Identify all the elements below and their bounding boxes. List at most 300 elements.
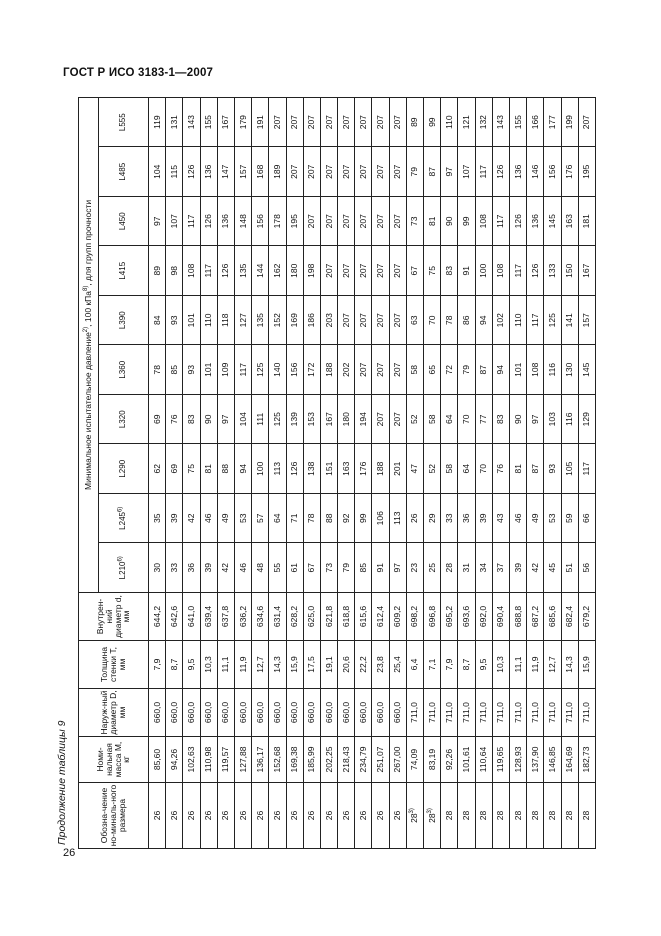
cell-mass: 267,00 (389, 737, 406, 783)
cell-pressure: 90 (509, 395, 526, 445)
cell-pressure: 90 (200, 395, 217, 445)
cell-pressure: 93 (544, 444, 561, 494)
cell-designation (320, 783, 337, 849)
cell-mass: 146,85 (544, 737, 561, 783)
cell-pressure: 64 (441, 395, 458, 445)
cell-pressure: 107 (458, 147, 475, 197)
table-row (389, 97, 406, 848)
cell-pressure: 129 (578, 395, 595, 445)
cell-pressure: 177 (544, 97, 561, 147)
cell-mass: 218,43 (338, 737, 355, 783)
cell-designation (183, 783, 200, 849)
cell-pressure: 64 (458, 444, 475, 494)
grade-header (99, 147, 149, 197)
cell-pressure: 94 (492, 345, 509, 395)
cell-pressure: 39 (200, 543, 217, 593)
cell-pressure: 155 (509, 97, 526, 147)
designation-footnote: 3) (409, 808, 416, 814)
cell-pressure: 78 (149, 345, 166, 395)
table-row (509, 97, 526, 848)
cell-designation (441, 783, 458, 849)
cell-pressure: 53 (544, 494, 561, 544)
cell-pressure: 130 (561, 345, 578, 395)
cell-pressure: 167 (578, 246, 595, 296)
cell-pressure: 207 (355, 97, 372, 147)
col-inner-diameter-header: Внутрен-ний диаметр d, мм (79, 593, 149, 641)
cell-outer-diameter: 660,0 (286, 689, 303, 737)
cell-pressure: 33 (166, 543, 183, 593)
cell-inner-diameter: 621,8 (320, 593, 337, 641)
cell-wall-thickness: 10,3 (200, 641, 217, 689)
cell-pressure: 207 (320, 97, 337, 147)
cell-pressure: 46 (200, 494, 217, 544)
cell-pressure: 110 (509, 296, 526, 346)
cell-designation (527, 783, 544, 849)
cell-pressure: 126 (492, 147, 509, 197)
grade-header (99, 395, 149, 445)
cell-pressure: 116 (544, 345, 561, 395)
cell-outer-diameter: 660,0 (217, 689, 234, 737)
cell-pressure: 81 (200, 444, 217, 494)
cell-pressure: 93 (166, 296, 183, 346)
cell-inner-diameter: 634,6 (252, 593, 269, 641)
cell-pressure: 81 (509, 444, 526, 494)
designation-value: 26 (186, 810, 196, 821)
cell-mass: 85,60 (149, 737, 166, 783)
designation-value: 28 (409, 813, 420, 823)
cell-pressure: 166 (527, 97, 544, 147)
designation-value: 26 (151, 810, 162, 821)
cell-pressure: 207 (303, 197, 320, 247)
cell-pressure: 207 (355, 246, 372, 296)
designation-value: 28 (461, 810, 471, 821)
cell-designation (406, 783, 423, 849)
cell-pressure: 83 (441, 246, 458, 296)
cell-pressure: 126 (286, 444, 303, 494)
cell-pressure: 139 (286, 395, 303, 445)
cell-pressure: 144 (252, 246, 269, 296)
cell-pressure: 100 (252, 444, 269, 494)
cell-pressure: 62 (149, 444, 166, 494)
cell-pressure: 75 (183, 444, 200, 494)
cell-pressure: 157 (578, 296, 595, 346)
cell-wall-thickness: 14,3 (561, 641, 578, 689)
cell-inner-diameter: 644,2 (149, 593, 166, 641)
table-head (79, 97, 149, 848)
cell-inner-diameter: 628,2 (286, 593, 303, 641)
cell-pressure: 28 (441, 543, 458, 593)
cell-pressure: 97 (149, 197, 166, 247)
cell-pressure: 66 (578, 494, 595, 544)
cell-pressure: 207 (372, 246, 389, 296)
cell-pressure: 98 (166, 246, 183, 296)
pressure-group-tail: , для групп прочности (83, 199, 94, 286)
cell-pressure: 110 (441, 97, 458, 147)
pressure-units-footnote: 8) (83, 285, 90, 292)
cell-pressure: 85 (355, 543, 372, 593)
cell-pressure: 180 (338, 395, 355, 445)
cell-wall-thickness: 20,6 (338, 641, 355, 689)
cell-designation (424, 783, 441, 849)
cell-designation (544, 783, 561, 849)
cell-outer-diameter: 711,0 (406, 689, 423, 737)
cell-pressure: 207 (320, 246, 337, 296)
cell-inner-diameter: 639,4 (200, 593, 217, 641)
cell-pressure: 58 (406, 345, 423, 395)
cell-outer-diameter: 711,0 (424, 689, 441, 737)
cell-pressure: 207 (338, 197, 355, 247)
cell-outer-diameter: 660,0 (372, 689, 389, 737)
table-body (149, 97, 596, 848)
cell-pressure: 168 (252, 147, 269, 197)
cell-outer-diameter: 660,0 (234, 689, 251, 737)
designation-value: 26 (271, 810, 282, 821)
cell-designation (492, 783, 509, 849)
pressure-table (78, 97, 596, 849)
cell-pressure: 207 (286, 147, 303, 197)
cell-outer-diameter: 711,0 (527, 689, 544, 737)
cell-outer-diameter: 711,0 (475, 689, 492, 737)
cell-pressure: 93 (183, 345, 200, 395)
cell-designation (578, 783, 595, 849)
cell-pressure: 79 (406, 147, 423, 197)
designation-value: 26 (306, 810, 317, 821)
cell-pressure: 45 (544, 543, 561, 593)
cell-wall-thickness: 11,9 (234, 641, 251, 689)
col-designation-header: Обозна-чение но-миналь-ного размера (79, 783, 149, 849)
table-row (441, 97, 458, 848)
cell-pressure: 126 (200, 197, 217, 247)
cell-pressure: 135 (252, 296, 269, 346)
cell-inner-diameter: 692,0 (475, 593, 492, 641)
cell-pressure: 104 (149, 147, 166, 197)
cell-outer-diameter: 660,0 (338, 689, 355, 737)
designation-value: 26 (357, 810, 368, 821)
cell-pressure: 42 (183, 494, 200, 544)
page-number: 26 (63, 847, 76, 859)
cell-wall-thickness: 12,7 (544, 641, 561, 689)
cell-pressure: 70 (458, 395, 475, 445)
cell-pressure: 151 (320, 444, 337, 494)
cell-designation (475, 783, 492, 849)
cell-inner-diameter: 688,8 (509, 593, 526, 641)
cell-pressure: 36 (458, 494, 475, 544)
cell-pressure: 88 (217, 444, 234, 494)
cell-pressure: 97 (217, 395, 234, 445)
cell-pressure: 127 (234, 296, 251, 346)
cell-wall-thickness: 7,1 (424, 641, 441, 689)
designation-value: 26 (237, 810, 248, 821)
table-row (200, 97, 217, 848)
cell-pressure: 59 (561, 494, 578, 544)
cell-pressure: 121 (458, 97, 475, 147)
cell-mass: 74,09 (406, 737, 423, 783)
table-row (406, 97, 423, 848)
cell-pressure: 178 (269, 197, 286, 247)
cell-pressure: 97 (389, 543, 406, 593)
cell-pressure: 131 (166, 97, 183, 147)
col-wall-thickness-header: Толщина стенки T, мм (79, 641, 149, 689)
cell-wall-thickness: 22,2 (355, 641, 372, 689)
table-caption: Продолжение таблицы 9 (56, 720, 68, 845)
cell-pressure: 207 (338, 147, 355, 197)
grade-header (99, 494, 149, 544)
cell-pressure: 25 (424, 543, 441, 593)
cell-pressure: 207 (303, 97, 320, 147)
designation-value: 26 (340, 810, 351, 821)
cell-designation (286, 783, 303, 849)
cell-pressure: 176 (561, 147, 578, 197)
cell-pressure: 69 (149, 395, 166, 445)
cell-pressure: 35 (149, 494, 166, 544)
cell-pressure: 99 (424, 97, 441, 147)
cell-pressure: 89 (149, 246, 166, 296)
cell-mass: 251,07 (372, 737, 389, 783)
cell-pressure: 207 (389, 147, 406, 197)
cell-outer-diameter: 660,0 (183, 689, 200, 737)
grade-label: L320 (118, 410, 128, 429)
cell-pressure: 109 (217, 345, 234, 395)
cell-pressure: 207 (320, 147, 337, 197)
cell-inner-diameter: 679,2 (578, 593, 595, 641)
cell-pressure: 207 (372, 147, 389, 197)
cell-pressure: 207 (355, 147, 372, 197)
cell-pressure: 83 (183, 395, 200, 445)
col-mass-header: Номи-нальная масса M, кг (79, 737, 149, 783)
cell-designation (200, 783, 217, 849)
cell-mass: 169,38 (286, 737, 303, 783)
cell-pressure: 136 (217, 197, 234, 247)
cell-pressure: 56 (578, 543, 595, 593)
cell-pressure: 126 (183, 147, 200, 197)
document-header: ГОСТ Р ИСО 3183-1—2007 (63, 67, 214, 79)
cell-pressure: 176 (355, 444, 372, 494)
grade-header (99, 97, 149, 147)
cell-pressure: 64 (269, 494, 286, 544)
cell-mass: 182,73 (578, 737, 595, 783)
cell-outer-diameter: 660,0 (149, 689, 166, 737)
designation-value: 28 (426, 813, 437, 823)
cell-pressure: 92 (338, 494, 355, 544)
cell-inner-diameter: 609,2 (389, 593, 406, 641)
cell-pressure: 101 (509, 345, 526, 395)
cell-outer-diameter: 660,0 (269, 689, 286, 737)
cell-mass: 101,61 (458, 737, 475, 783)
cell-pressure: 103 (544, 395, 561, 445)
cell-pressure: 108 (527, 345, 544, 395)
cell-pressure: 84 (149, 296, 166, 346)
cell-pressure: 79 (458, 345, 475, 395)
table-row (183, 97, 200, 848)
grade-header (99, 345, 149, 395)
cell-pressure: 207 (338, 246, 355, 296)
cell-pressure: 106 (372, 494, 389, 544)
table-row (217, 97, 234, 848)
cell-pressure: 194 (355, 395, 372, 445)
rotated-table-wrapper (78, 98, 596, 849)
cell-mass: 102,63 (183, 737, 200, 783)
cell-pressure: 143 (492, 97, 509, 147)
cell-pressure: 156 (286, 345, 303, 395)
cell-pressure: 202 (338, 345, 355, 395)
cell-pressure: 43 (492, 494, 509, 544)
table-row (372, 97, 389, 848)
cell-pressure: 36 (183, 543, 200, 593)
cell-pressure: 136 (509, 147, 526, 197)
cell-mass: 110,64 (475, 737, 492, 783)
cell-pressure: 179 (234, 97, 251, 147)
cell-pressure: 195 (286, 197, 303, 247)
cell-pressure: 117 (475, 147, 492, 197)
cell-pressure: 125 (269, 395, 286, 445)
table-row (424, 97, 441, 848)
cell-mass: 119,65 (492, 737, 509, 783)
pressure-group-units: , 100 кПа (83, 291, 94, 327)
cell-mass: 110,98 (200, 737, 217, 783)
col-outer-diameter-header: Наруж-ный диаметр D, мм (79, 689, 149, 737)
grade-label: L390 (118, 311, 128, 330)
cell-pressure: 119 (149, 97, 166, 147)
cell-wall-thickness: 15,9 (286, 641, 303, 689)
cell-pressure: 189 (269, 147, 286, 197)
designation-value: 28 (478, 810, 489, 821)
cell-pressure: 108 (492, 246, 509, 296)
cell-pressure: 188 (372, 444, 389, 494)
cell-designation (355, 783, 372, 849)
cell-pressure: 126 (527, 246, 544, 296)
grade-label: L290 (118, 459, 128, 478)
cell-pressure: 140 (269, 345, 286, 395)
cell-inner-diameter: 695,2 (441, 593, 458, 641)
cell-inner-diameter: 641,0 (183, 593, 200, 641)
cell-pressure: 163 (338, 444, 355, 494)
cell-pressure: 46 (509, 494, 526, 544)
cell-pressure: 199 (561, 97, 578, 147)
cell-pressure: 71 (286, 494, 303, 544)
cell-pressure: 70 (424, 296, 441, 346)
cell-pressure: 49 (527, 494, 544, 544)
cell-pressure: 88 (320, 494, 337, 544)
cell-pressure: 207 (286, 97, 303, 147)
cell-mass: 234,79 (355, 737, 372, 783)
cell-pressure: 99 (355, 494, 372, 544)
cell-pressure: 155 (200, 97, 217, 147)
cell-outer-diameter: 711,0 (561, 689, 578, 737)
designation-footnote: 3) (426, 808, 433, 814)
cell-pressure: 78 (441, 296, 458, 346)
cell-pressure: 181 (578, 197, 595, 247)
cell-pressure: 42 (217, 543, 234, 593)
cell-pressure: 143 (183, 97, 200, 147)
cell-outer-diameter: 711,0 (578, 689, 595, 737)
cell-wall-thickness: 7,9 (441, 641, 458, 689)
cell-pressure: 83 (492, 395, 509, 445)
table-row (166, 97, 183, 848)
cell-inner-diameter: 682,4 (561, 593, 578, 641)
cell-pressure: 118 (217, 296, 234, 346)
cell-pressure: 162 (269, 246, 286, 296)
cell-pressure: 180 (286, 246, 303, 296)
cell-inner-diameter: 631,4 (269, 593, 286, 641)
grade-label: L450 (118, 212, 128, 231)
cell-wall-thickness: 8,7 (166, 641, 183, 689)
cell-designation (389, 783, 406, 849)
cell-mass: 185,99 (303, 737, 320, 783)
cell-pressure: 58 (424, 395, 441, 445)
grade-label: L555 (118, 113, 128, 132)
cell-pressure: 191 (252, 97, 269, 147)
cell-pressure: 87 (527, 444, 544, 494)
designation-value: 26 (203, 810, 214, 821)
cell-pressure: 72 (441, 345, 458, 395)
cell-wall-thickness: 7,9 (149, 641, 166, 689)
cell-pressure: 207 (389, 296, 406, 346)
cell-pressure: 46 (234, 543, 251, 593)
cell-pressure: 117 (183, 197, 200, 247)
cell-outer-diameter: 660,0 (355, 689, 372, 737)
table-row (269, 97, 286, 848)
cell-pressure: 113 (269, 444, 286, 494)
grade-header (99, 444, 149, 494)
grade-label: L360 (118, 360, 128, 379)
cell-pressure: 163 (561, 197, 578, 247)
grade-header (99, 197, 149, 247)
grade-footnote: 6) (117, 506, 124, 513)
cell-wall-thickness: 19,1 (320, 641, 337, 689)
cell-pressure: 207 (372, 197, 389, 247)
cell-pressure: 85 (166, 345, 183, 395)
cell-pressure: 207 (372, 296, 389, 346)
cell-pressure: 67 (406, 246, 423, 296)
cell-pressure: 107 (166, 197, 183, 247)
table-row (458, 97, 475, 848)
cell-pressure: 117 (578, 444, 595, 494)
cell-pressure: 77 (475, 395, 492, 445)
cell-pressure: 73 (406, 197, 423, 247)
cell-inner-diameter: 696,8 (424, 593, 441, 641)
cell-pressure: 207 (269, 97, 286, 147)
designation-value: 28 (529, 810, 540, 821)
cell-pressure: 104 (234, 395, 251, 445)
cell-pressure: 207 (320, 197, 337, 247)
cell-pressure: 207 (338, 296, 355, 346)
cell-pressure: 148 (234, 197, 251, 247)
cell-pressure: 172 (303, 345, 320, 395)
table-row (475, 97, 492, 848)
cell-pressure: 86 (458, 296, 475, 346)
cell-pressure: 31 (458, 543, 475, 593)
cell-pressure: 147 (217, 147, 234, 197)
cell-pressure: 87 (424, 147, 441, 197)
cell-pressure: 49 (217, 494, 234, 544)
cell-pressure: 39 (166, 494, 183, 544)
cell-pressure: 108 (475, 197, 492, 247)
cell-inner-diameter: 690,4 (492, 593, 509, 641)
cell-pressure: 76 (166, 395, 183, 445)
cell-pressure: 126 (217, 246, 234, 296)
grade-header (99, 543, 149, 593)
cell-pressure: 111 (252, 395, 269, 445)
cell-pressure: 33 (441, 494, 458, 544)
cell-pressure: 156 (544, 147, 561, 197)
cell-pressure: 125 (544, 296, 561, 346)
cell-inner-diameter: 618,8 (338, 593, 355, 641)
cell-mass: 83,19 (424, 737, 441, 783)
designation-value: 26 (168, 810, 179, 821)
grade-header (99, 246, 149, 296)
table-row (149, 97, 166, 848)
table-row (338, 97, 355, 848)
